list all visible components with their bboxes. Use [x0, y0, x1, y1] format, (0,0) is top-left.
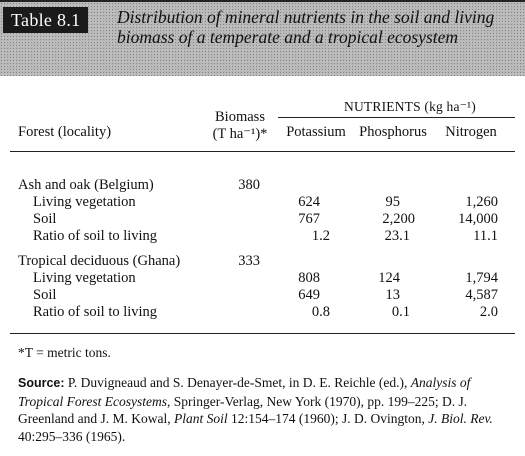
cell-potassium: 1.2 — [311, 228, 330, 244]
row-label: Ratio of soil to living — [33, 228, 158, 244]
cell-nitrogen: 1,794 — [465, 270, 498, 286]
source-note — [18, 374, 513, 445]
cell-nitrogen: 1,260 — [465, 194, 498, 210]
cell-phosphorus: 23.1 — [384, 228, 410, 244]
cell-phosphorus: 2,200 — [382, 211, 415, 227]
cell-nitrogen: 4,587 — [465, 287, 498, 303]
cell-phosphorus: 0.1 — [391, 304, 410, 320]
row-label: Living vegetation — [33, 194, 136, 210]
cell-nitrogen: 11.1 — [473, 228, 498, 244]
cell-potassium: 808 — [298, 270, 320, 286]
row-label: Soil — [33, 287, 57, 303]
table-title-band — [0, 0, 525, 76]
source-label: Source: — [18, 376, 65, 390]
biomass-header-line1: Biomass — [215, 109, 265, 125]
table-footnote: *T = metric tons. — [18, 345, 111, 360]
cell-potassium: 767 — [298, 211, 320, 227]
cell-phosphorus: 13 — [385, 287, 400, 303]
cell-phosphorus: 95 — [385, 194, 400, 210]
group-name: Ash and oak (Belgium) — [18, 177, 154, 193]
group-biomass: 380 — [238, 177, 260, 193]
nutrients-group-header: NUTRIENTS (kg ha⁻¹) — [344, 99, 476, 114]
source-text: P. Duvigneaud and S. Denayer-de-Smet, in D. E. Reichle (ed.), — [64, 375, 411, 390]
nutrients-header-rule — [278, 117, 515, 118]
source-text: 40:295–336 (1965). — [18, 428, 126, 444]
nitrogen-column-header: Nitrogen — [445, 124, 497, 140]
source-journal-title: Plant Soil — [173, 411, 228, 426]
forest-column-header: Forest (locality) — [18, 124, 112, 140]
source-book-title: Analysis of Tropical Forest Ecosystems — [18, 375, 471, 409]
row-label: Ratio of soil to living — [33, 304, 158, 320]
source-text: 12:154–174 (1960); J. D. Ovington, — [227, 411, 429, 426]
source-journal-title: J. Biol. Rev. — [428, 411, 493, 426]
row-label: Soil — [33, 211, 57, 227]
cell-phosphorus: 124 — [378, 270, 400, 286]
cell-nitrogen: 14,000 — [458, 211, 498, 227]
table-caption: Distribution of mineral nutrients in the soil and living biomass of a temperate and a tropical ecosystem — [117, 7, 495, 47]
header-bottom-rule — [10, 151, 515, 152]
source-text: , Springer-Verlag, New York (1970), pp. 199–225; D. J. Greenland and J. M. Kowal, — [18, 393, 468, 426]
group-name: Tropical deciduous (Ghana) — [18, 253, 181, 269]
table-bottom-rule — [10, 333, 515, 334]
biomass-header-line2: (T ha⁻¹)* — [212, 126, 268, 142]
potassium-column-header: Potassium — [286, 124, 346, 140]
cell-nitrogen: 2.0 — [479, 304, 498, 320]
cell-potassium: 624 — [298, 194, 320, 210]
row-label: Living vegetation — [33, 270, 136, 286]
table-number-label: Table 8.1 — [3, 7, 88, 33]
group-biomass: 333 — [238, 253, 260, 269]
cell-potassium: 0.8 — [311, 304, 330, 320]
cell-potassium: 649 — [298, 287, 320, 303]
phosphorus-column-header: Phosphorus — [359, 124, 427, 140]
